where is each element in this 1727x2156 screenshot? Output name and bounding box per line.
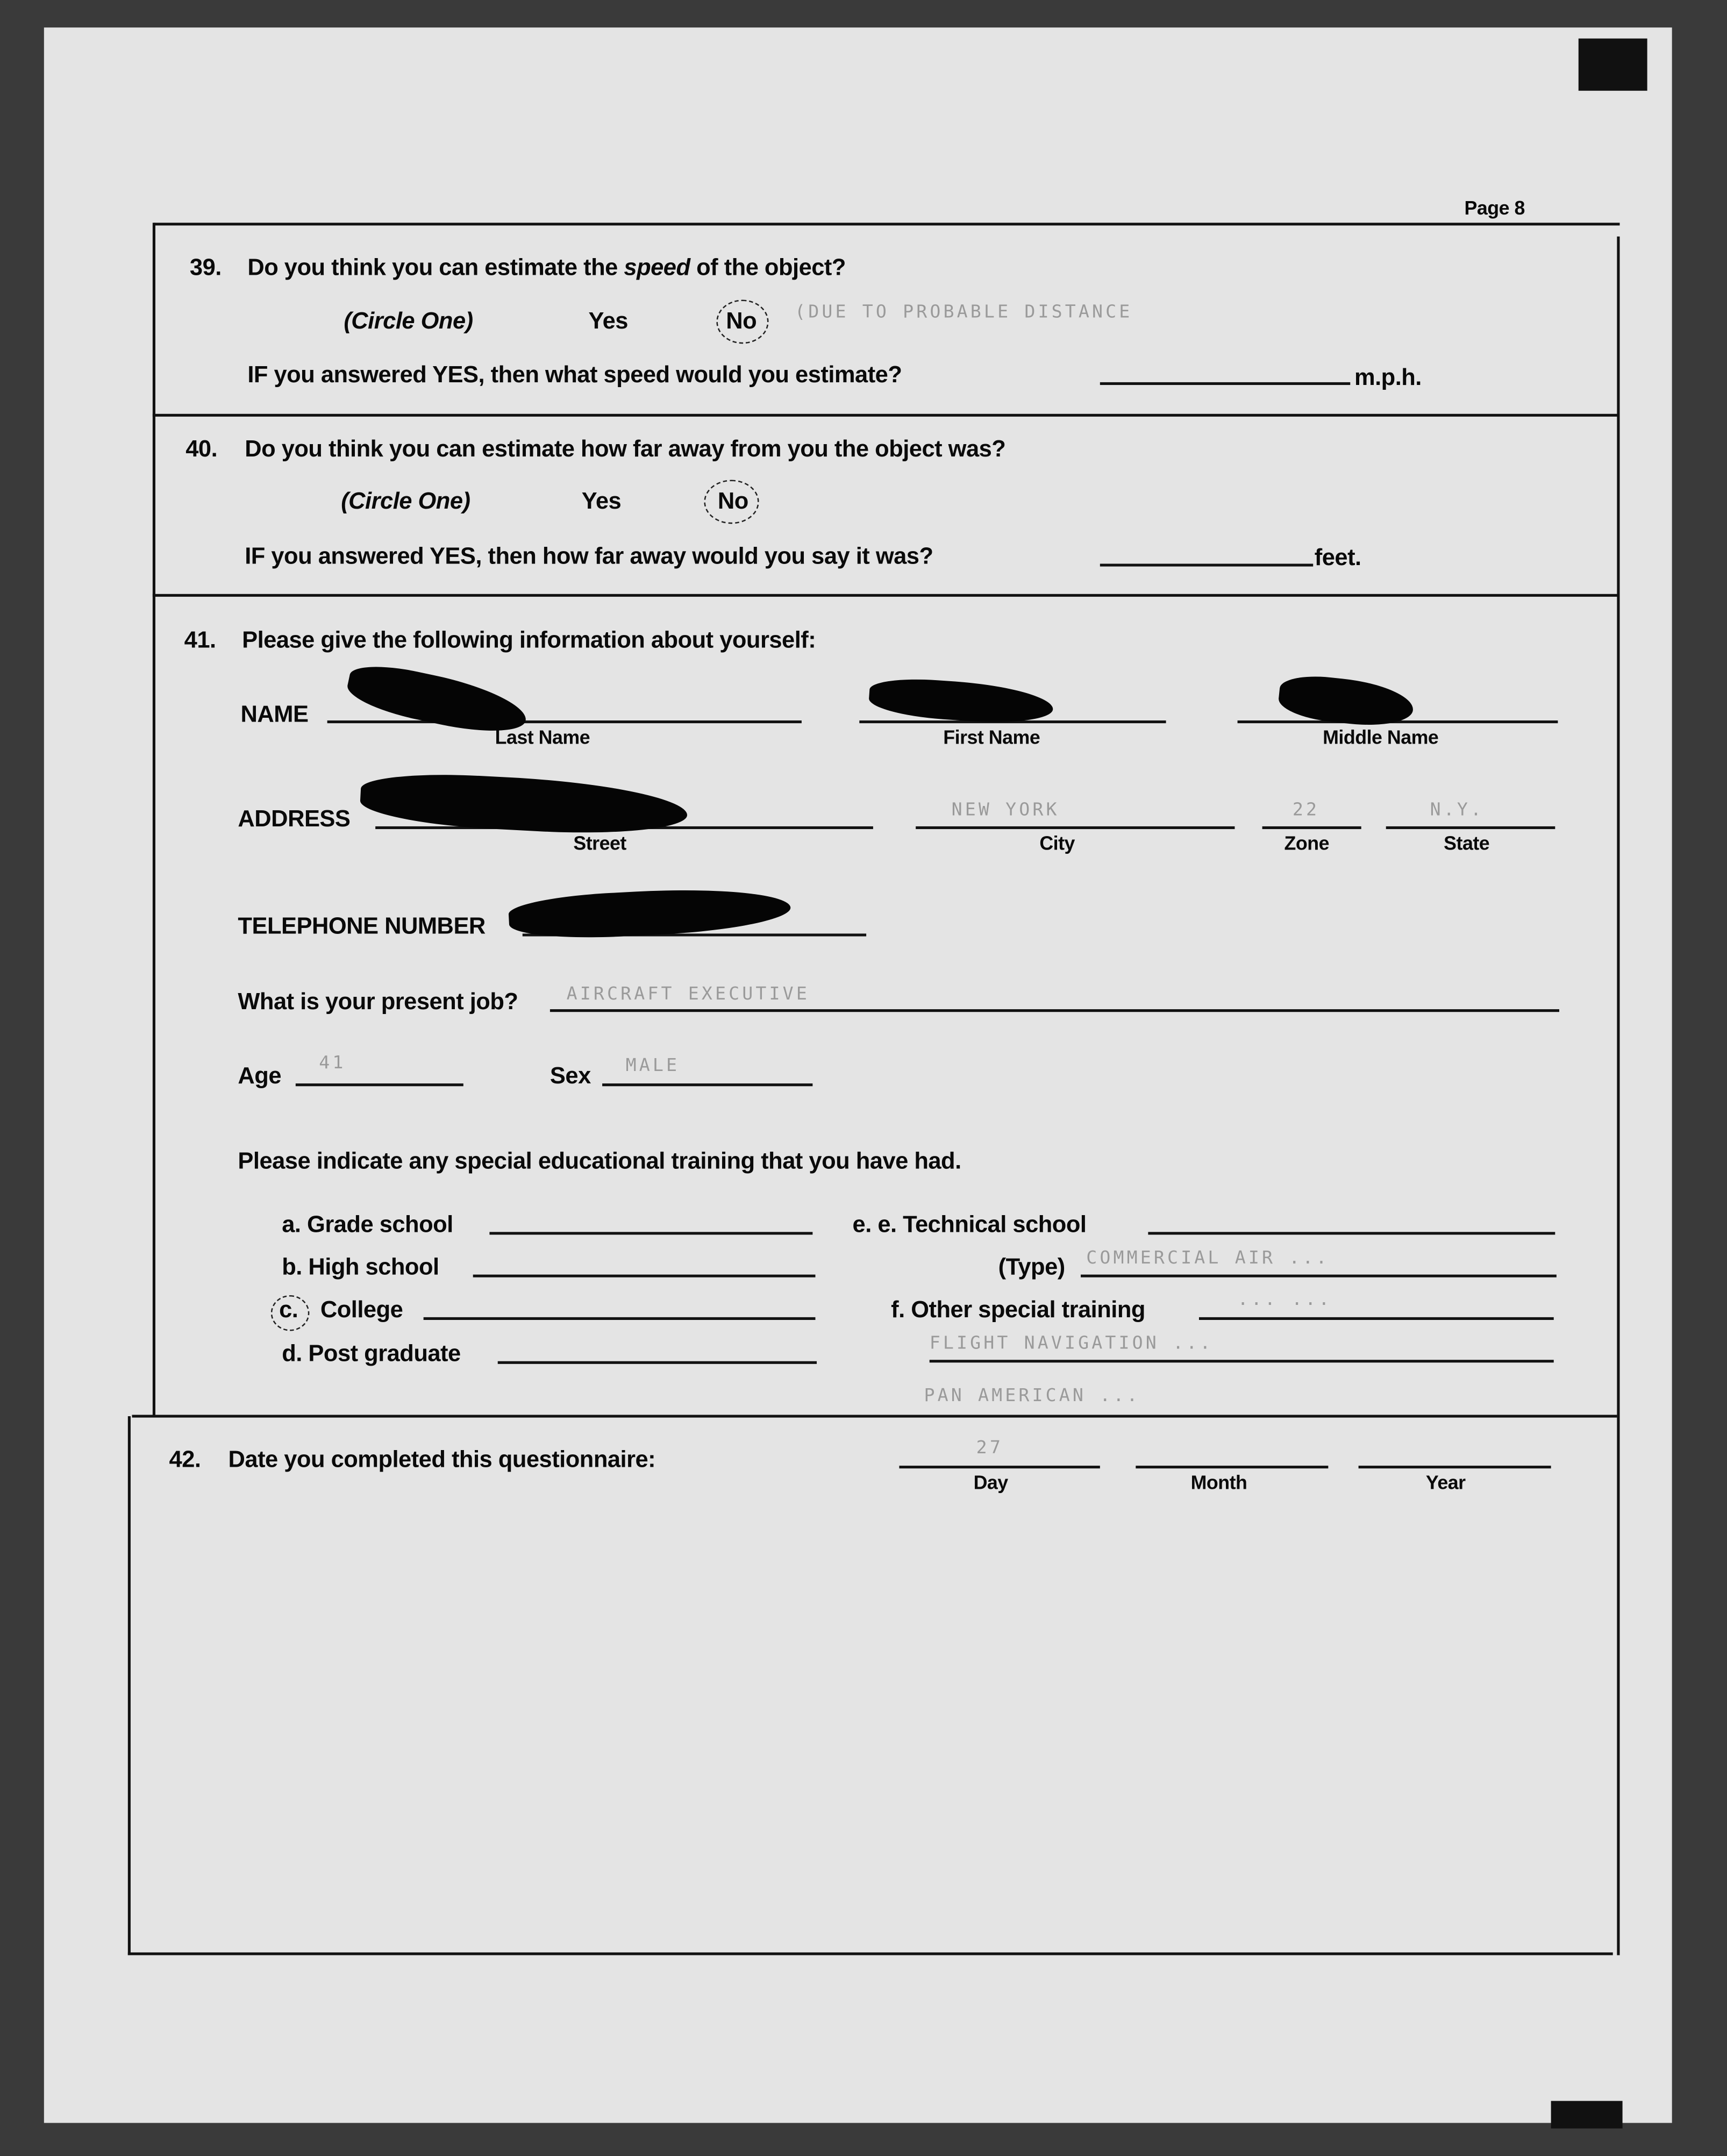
post-graduate-label: d. Post graduate xyxy=(282,1340,461,1367)
corner-mark-bottom xyxy=(1551,2101,1623,2129)
other-training-field[interactable] xyxy=(1199,1317,1554,1320)
middle-name-caption: Middle Name xyxy=(1323,726,1439,748)
technical-school-label: e. e. Technical school xyxy=(852,1211,1087,1238)
option-yes[interactable]: Yes xyxy=(581,488,622,515)
q42-text: Date you completed this questionnaire: xyxy=(228,1446,656,1473)
day-caption: Day xyxy=(973,1471,1008,1494)
other-training-value-2: FLIGHT NAVIGATION ... xyxy=(929,1333,1214,1354)
handwritten-note: (DUE TO PROBABLE DISTANCE xyxy=(795,302,1133,323)
distance-field[interactable] xyxy=(1100,563,1313,566)
college-field[interactable] xyxy=(424,1317,816,1320)
other-training-label: f. Other special training xyxy=(891,1296,1145,1323)
street-caption: Street xyxy=(573,832,626,854)
circle-one-label: (Circle One) xyxy=(344,308,473,334)
q40-text: Do you think you can estimate how far away from you the object was? xyxy=(245,436,1006,462)
q40-followup: IF you answered YES, then how far away would you say it was? xyxy=(245,543,933,569)
q39-text xyxy=(247,254,846,282)
phone-label: TELEPHONE NUMBER xyxy=(238,913,486,939)
circle-one-label: (Circle One) xyxy=(341,488,470,515)
month-caption: Month xyxy=(1190,1471,1247,1494)
year-field[interactable] xyxy=(1359,1466,1551,1468)
grade-school-label: a. Grade school xyxy=(282,1211,453,1238)
technical-school-field[interactable] xyxy=(1148,1232,1555,1234)
corner-mark xyxy=(1579,39,1647,91)
state-value: N.Y. xyxy=(1430,800,1485,821)
college-label: College xyxy=(320,1296,403,1323)
circle-mark xyxy=(716,299,768,344)
last-name-field[interactable] xyxy=(327,720,802,723)
q41-text: Please give the following information about yourself: xyxy=(242,627,816,653)
last-name-caption: Last Name xyxy=(495,726,590,748)
year-caption: Year xyxy=(1425,1471,1466,1494)
grade-school-field[interactable] xyxy=(489,1232,812,1234)
name-label: NAME xyxy=(240,701,309,727)
age-value: 41 xyxy=(319,1053,346,1074)
state-caption: State xyxy=(1444,832,1490,854)
high-school-label: b. High school xyxy=(282,1254,439,1280)
zone-field[interactable] xyxy=(1262,826,1361,829)
divider xyxy=(153,594,1618,597)
option-no-circled[interactable]: No xyxy=(717,488,748,515)
q-number: 41. xyxy=(184,627,216,653)
paper xyxy=(44,27,1672,2123)
q-number: 40. xyxy=(185,436,218,462)
high-school-field[interactable] xyxy=(473,1275,816,1277)
college-letter-circled[interactable]: c. xyxy=(279,1296,298,1323)
q39-text-a: Do you think you can estimate the xyxy=(247,254,618,281)
other-training-value: ... ... xyxy=(1237,1289,1332,1311)
post-graduate-field[interactable] xyxy=(498,1361,817,1364)
other-training-field-2[interactable] xyxy=(930,1360,1554,1362)
age-label: Age xyxy=(238,1062,282,1089)
city-field[interactable] xyxy=(916,826,1234,829)
type-field[interactable] xyxy=(1081,1275,1557,1277)
q39-em: speed xyxy=(624,254,690,281)
education-prompt: Please indicate any special educational training that you have had. xyxy=(238,1148,961,1174)
q39-followup: IF you answered YES, then what speed would you estimate? xyxy=(247,361,902,388)
sex-value: MALE xyxy=(625,1056,680,1077)
job-label: What is your present job? xyxy=(238,988,518,1015)
type-value: COMMERCIAL AIR ... xyxy=(1086,1248,1330,1269)
sex-field[interactable] xyxy=(602,1083,812,1086)
option-no-circled[interactable]: No xyxy=(726,308,757,334)
page-label: Page 8 xyxy=(1464,196,1525,219)
age-field[interactable] xyxy=(296,1083,463,1086)
address-label: ADDRESS xyxy=(238,805,351,832)
job-field[interactable] xyxy=(550,1009,1559,1012)
circle-mark xyxy=(704,480,759,524)
unit-label: m.p.h. xyxy=(1354,364,1422,391)
month-field[interactable] xyxy=(1136,1466,1328,1468)
option-yes[interactable]: Yes xyxy=(588,308,628,334)
speed-field[interactable] xyxy=(1100,382,1350,385)
city-value: NEW YORK xyxy=(951,800,1060,821)
q-number: 42. xyxy=(169,1446,201,1473)
zone-caption: Zone xyxy=(1284,832,1330,854)
day-value: 27 xyxy=(976,1438,1003,1459)
type-label: (Type) xyxy=(998,1254,1065,1280)
unit-label: feet. xyxy=(1314,544,1361,571)
q39-text-b: of the object? xyxy=(696,254,846,281)
other-training-value-3: PAN AMERICAN ... xyxy=(924,1386,1140,1407)
divider xyxy=(132,1415,1617,1417)
day-field[interactable] xyxy=(899,1466,1100,1468)
first-name-caption: First Name xyxy=(943,726,1040,748)
sex-label: Sex xyxy=(550,1062,591,1089)
city-caption: City xyxy=(1039,832,1075,854)
zone-value: 22 xyxy=(1292,800,1320,821)
circle-mark xyxy=(271,1295,310,1331)
q-number: 39. xyxy=(189,254,222,281)
divider xyxy=(153,414,1618,417)
job-value: AIRCRAFT EXECUTIVE xyxy=(566,984,810,1005)
state-field[interactable] xyxy=(1386,826,1555,829)
